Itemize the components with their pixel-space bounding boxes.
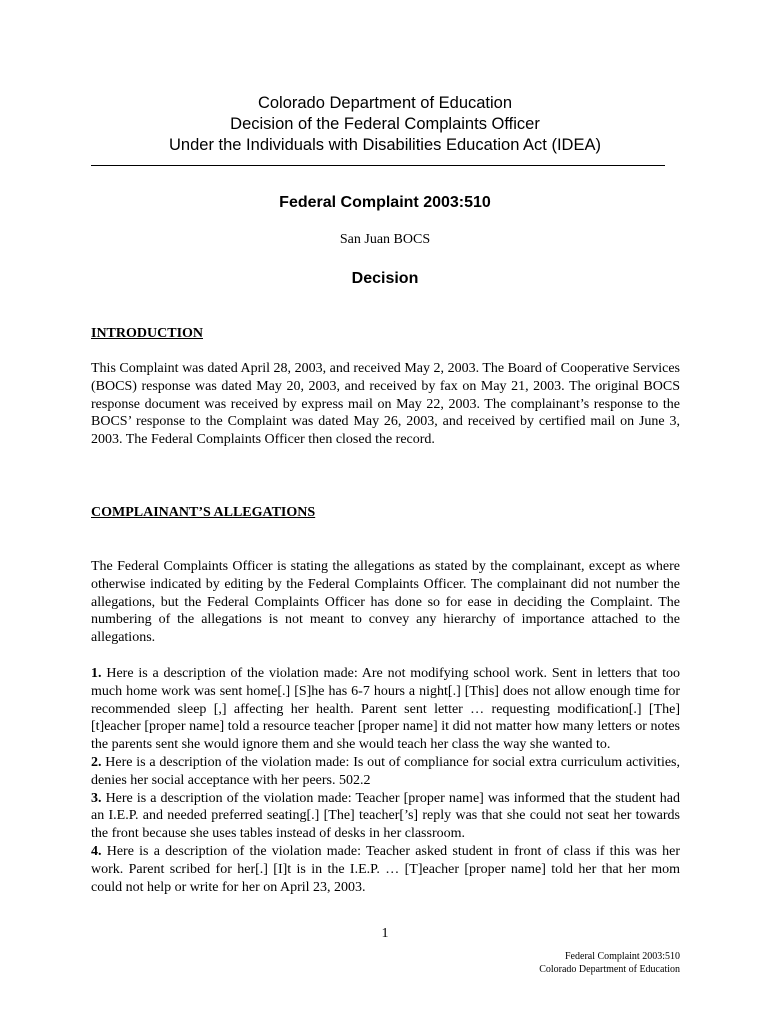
header-decision-line: Decision of the Federal Complaints Officer xyxy=(230,115,540,133)
allegations-intro-paragraph: The Federal Complaints Officer is stating the allegations as stated by the complainant, except as where otherwise indicated by editing by the Federal Complaints Officer. The complainant did not number the allegations, but the Federal Complaints Officer has done so for ease in deciding the Complaint. The numbering of the allegations is not meant to convey any hierarchy of importance attached to the allegations. xyxy=(91,559,680,646)
list-item xyxy=(91,790,680,843)
footer xyxy=(539,950,680,976)
page-number: 1 xyxy=(381,926,389,941)
district-name: San Juan BOCS xyxy=(339,232,431,247)
list-item xyxy=(91,843,680,896)
allegation-number: 1. xyxy=(91,666,102,681)
introduction-paragraph: This Complaint was dated April 28, 2003, and received May 2, 2003. The Board of Cooperative Services (BOCS) response was dated May 20, 2003, and received by fax on May 21, 2003. The original BOCS response document was received by express mail on May 22, 2003. The complainant’s response to the BOCS’ response to the Complaint was dated May 26, 2003, and received by certified mail on June 3, 2003. The Federal Complaints Officer then closed the record. xyxy=(91,361,680,448)
introduction-heading: INTRODUCTION xyxy=(91,326,204,341)
complaint-title: Federal Complaint 2003:510 xyxy=(279,194,491,211)
allegation-number: 2. xyxy=(91,754,102,770)
allegation-number: 3. xyxy=(91,790,102,806)
decision-title: Decision xyxy=(351,270,419,287)
footer-agency-line: Colorado Department of Education xyxy=(539,964,680,975)
header-idea-line: Under the Individuals with Disabilities Education Act (IDEA) xyxy=(169,136,601,154)
allegation-text: Here is a description of the violation made: Teacher asked student in front of class if this was her work. Parent scribed for her[.] [I]t is in the I.E.P. … [T]eacher [proper name] told her that her mom could not help or write for her on April 23, 2003. xyxy=(91,843,680,895)
header-agency: Colorado Department of Education xyxy=(257,94,513,112)
header-rule xyxy=(91,165,665,166)
allegations-list xyxy=(91,665,680,896)
allegation-text: Here is a description of the violation made: Teacher [proper name] was informed that the student had an I.E.P. and needed preferred seating[.] [The] teacher[’s] reply was that she could not seat her towards the front because she uses tables instead of desks in her classroom. xyxy=(91,790,680,842)
allegation-text: Here is a description of the violation made: Are not modifying school work. Sent in letters that too much home work was sent home[.] [S]he has 6-7 hours a night[.] [This] does not allow enough time for recommended sleep [,] affecting her health. Parent sent letter … requesting modification[.] [The] [t]eacher [proper name] told a resource teacher [proper name] it did not matter how many letters or notes the parents sent she would ignore them and she would teach her class the way she wanted to. xyxy=(91,666,681,753)
allegation-text: Here is a description of the violation made: Is out of compliance for social extra curriculum activities, denies her social acceptance with her peers. 502.2 xyxy=(91,754,681,788)
allegations-heading: COMPLAINANT’S ALLEGATIONS xyxy=(91,505,316,520)
allegation-number: 4. xyxy=(91,843,102,859)
footer-complaint-line: Federal Complaint 2003:510 xyxy=(565,951,680,962)
list-item xyxy=(91,754,680,790)
list-item xyxy=(91,665,680,754)
